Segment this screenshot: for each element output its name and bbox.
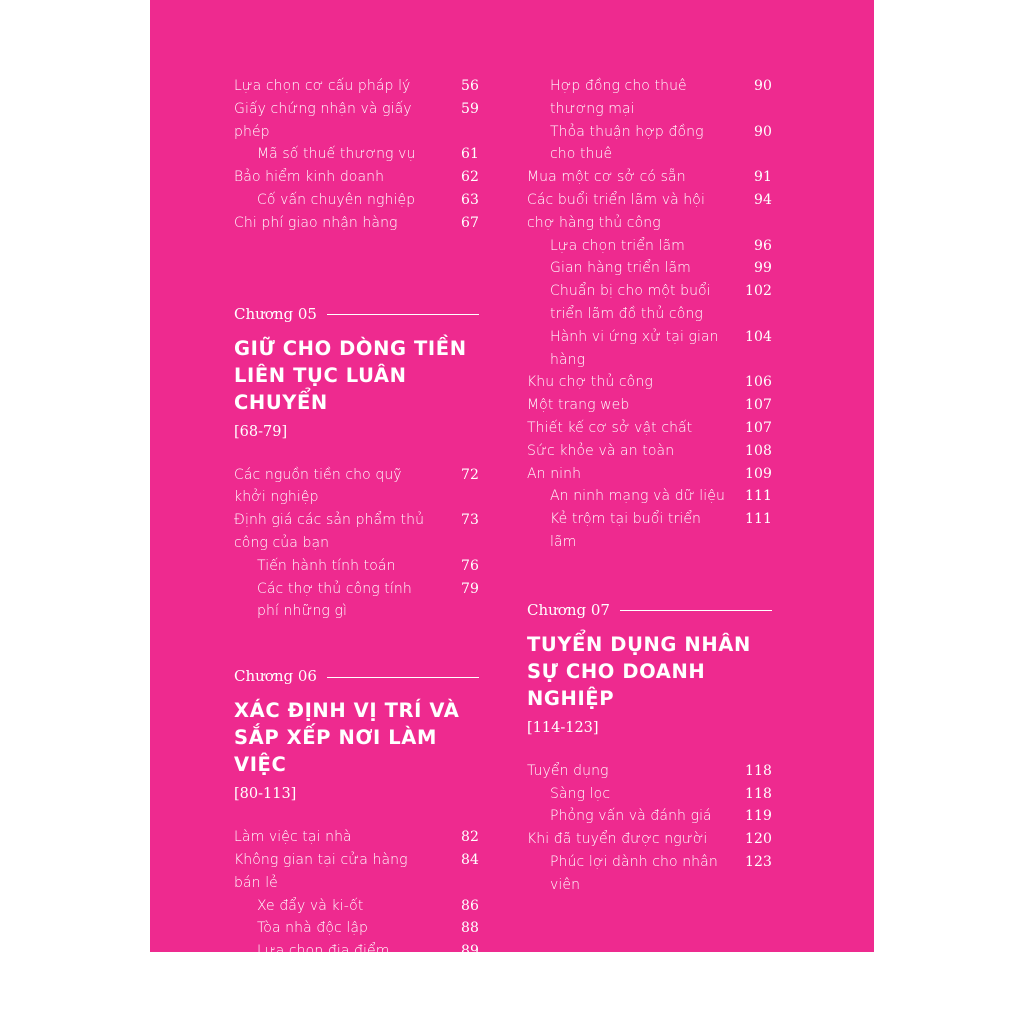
toc-entry-page: 111 [744, 511, 772, 528]
toc-entry [234, 826, 479, 849]
toc-entry-title: Phỏng vấn và đánh giá [550, 808, 712, 825]
toc-entry-page: 88 [460, 920, 479, 937]
chapter-divider [327, 677, 479, 678]
toc-entry-page: 120 [744, 831, 772, 848]
toc-entry [527, 760, 772, 783]
toc-entry [527, 805, 772, 828]
toc-entry [527, 417, 772, 440]
toc-entry-title: Thỏa thuận hợp đồng cho thuê [550, 123, 704, 163]
toc-entry [527, 394, 772, 417]
chapter-divider [620, 610, 772, 611]
toc-entry-title: An ninh [527, 465, 582, 482]
toc-entry-page: 94 [753, 191, 772, 208]
toc-entry-title: Kẻ trộm tại buổi triển lãm [550, 511, 702, 550]
toc-entry-page: 89 [460, 943, 479, 960]
toc-entry-page: 90 [753, 78, 772, 94]
chapter-divider [327, 314, 479, 315]
chapter-07-label: Chương 07 [527, 600, 610, 619]
toc-entry-title: Gian hàng triển lãm [550, 260, 691, 277]
toc-entry-page: 86 [460, 897, 479, 914]
toc-entry-page: 63 [460, 191, 479, 208]
toc-entry-title: Mã số thuế thương vụ [257, 146, 416, 163]
toc-entry-title: Thiết kế cơ sở vật chất [527, 419, 693, 436]
toc-entry [527, 257, 772, 280]
toc-entry [527, 75, 772, 121]
toc-entry-page: 108 [744, 442, 772, 459]
toc-entry [234, 555, 479, 578]
toc-entry-page: 82 [460, 829, 479, 846]
toc-group-top-right [527, 75, 772, 554]
toc-entry-page: 96 [753, 237, 772, 254]
toc-entry-page: 107 [744, 419, 772, 436]
toc-entry [527, 121, 772, 167]
toc-entry-title: Bảo hiểm kinh doanh [234, 169, 385, 186]
toc-entry [234, 143, 479, 166]
toc-entry [234, 98, 479, 144]
toc-entry-page: 111 [744, 488, 772, 505]
toc-entry-page: 102 [744, 283, 772, 300]
toc-entry-page: 61 [460, 146, 479, 163]
toc-entry-title: Tòa nhà độc lập [257, 920, 368, 937]
chapter-05-range: [68-79] [234, 423, 288, 440]
toc-entry [234, 940, 479, 963]
toc-entry [527, 235, 772, 258]
toc-entry-title: Phúc lợi dành cho nhân viên [550, 853, 718, 893]
toc-entry-title: Hành vi ứng xử tại gian hàng [550, 328, 719, 368]
toc-entry [527, 371, 772, 394]
toc-entry-title: Không gian tại cửa hàng bán lẻ [234, 851, 408, 891]
toc-entry-title: Tuyển dụng [527, 762, 609, 779]
toc-page [150, 0, 874, 960]
toc-right-column [527, 75, 772, 897]
toc-entry-page: 72 [460, 466, 479, 483]
toc-entry [527, 508, 772, 554]
toc-entry-page: 118 [744, 762, 772, 779]
toc-entry [234, 75, 479, 98]
chapter-07-title: TUYỂN DỤNG NHÂN SỰ CHO DOANH NGHIỆP [527, 632, 751, 710]
toc-entry-title: Hợp đồng cho thuê thương mại [550, 78, 687, 117]
toc-entry-title: Các buổi triển lãm và hội chợ hàng thủ công [527, 191, 705, 231]
toc-entry-title: Chuẩn bị cho một buổi triển lãm đồ thủ công [550, 283, 711, 322]
toc-entry-title: Tiến hành tính toán [257, 557, 396, 574]
toc-entry-page: 59 [460, 100, 479, 117]
toc-entry-page: 84 [460, 851, 479, 868]
toc-entry-title: Sàng lọc [550, 785, 611, 802]
toc-entry [234, 212, 479, 235]
toc-entry [234, 578, 479, 624]
toc-entry [527, 463, 772, 486]
toc-group-top-left [234, 75, 479, 235]
toc-entry [527, 440, 772, 463]
chapter-06-label: Chương 06 [234, 667, 317, 686]
chapter-05-label: Chương 05 [234, 304, 317, 323]
toc-entry-title: Các thợ thủ công tính phí những gì [257, 580, 412, 620]
toc-entry [527, 326, 772, 372]
toc-left-column [234, 75, 479, 963]
chapter-07-section [527, 601, 772, 897]
toc-entry-title: Lựa chọn cơ cấu pháp lý [234, 78, 411, 94]
toc-entry-page: 119 [744, 808, 772, 825]
toc-entry-title: Giấy chứng nhận và giấy phép [234, 100, 412, 140]
chapter-06-section [234, 667, 479, 963]
chapter-07-header [527, 601, 772, 619]
toc-entry [234, 849, 479, 895]
toc-entry [527, 166, 772, 189]
toc-entry-title: Sức khỏe và an toàn [527, 442, 675, 459]
toc-entry-page: 118 [744, 785, 772, 802]
toc-entry-page: 62 [460, 169, 479, 186]
toc-entry-page: 67 [460, 214, 479, 231]
toc-entry-title: Chi phí giao nhận hàng [234, 214, 398, 231]
toc-entry [527, 280, 772, 326]
toc-entry-title: Lựa chọn địa điểm [257, 943, 390, 960]
toc-entry-title: Định giá các sản phẩm thủ công của bạn [234, 512, 425, 551]
toc-entry-page: 106 [744, 374, 772, 391]
toc-entry-page: 99 [753, 260, 772, 277]
chapter-06-title: XÁC ĐỊNH VỊ TRÍ VÀ SẮP XẾP NƠI LÀM VIỆC [234, 699, 460, 777]
toc-entry-title: Xe đẩy và ki-ốt [257, 897, 364, 914]
chapter-06-header [234, 667, 479, 685]
toc-entry-page: 79 [460, 580, 479, 597]
toc-entry [527, 851, 772, 897]
toc-entry [527, 485, 772, 508]
toc-entry [234, 464, 479, 510]
toc-entry-title: An ninh mạng và dữ liệu [550, 488, 725, 505]
toc-entry [527, 783, 772, 806]
toc-entry-page: 73 [460, 512, 479, 529]
toc-entry [527, 189, 772, 235]
toc-entry-title: Khu chợ thủ công [527, 374, 653, 391]
toc-entry [234, 166, 479, 189]
toc-entry-title: Cố vấn chuyên nghiệp [257, 191, 416, 208]
toc-entry [234, 189, 479, 212]
toc-entry-title: Các nguồn tiền cho quỹ khởi nghiệp [234, 466, 402, 506]
toc-entry [527, 828, 772, 851]
toc-entry-page: 107 [744, 397, 772, 414]
toc-entry-page: 90 [753, 123, 772, 140]
toc-entry-page: 123 [744, 853, 772, 870]
toc-entry-page: 56 [460, 78, 479, 94]
chapter-07-range: [114-123] [527, 719, 599, 736]
toc-entry-page: 104 [744, 328, 772, 345]
toc-entry-title: Lựa chọn triển lãm [550, 237, 685, 254]
toc-entry-title: Một trang web [527, 397, 630, 414]
chapter-06-range: [80-113] [234, 786, 297, 803]
toc-entry-title: Mua một cơ sở có sẵn [527, 169, 686, 186]
toc-entry [234, 917, 479, 940]
chapter-05-title: GIỮ CHO DÒNG TIỀN LIÊN TỤC LUÂN CHUYỂN [234, 336, 467, 414]
chapter-05-section [234, 305, 479, 624]
toc-entry-page: 76 [460, 557, 479, 574]
toc-entry [234, 895, 479, 918]
toc-entry-page: 91 [753, 169, 772, 186]
chapter-05-header [234, 305, 479, 323]
toc-entry-page: 109 [744, 465, 772, 482]
toc-entry [234, 509, 479, 555]
toc-entry-title: Làm việc tại nhà [234, 829, 352, 846]
toc-entry-title: Khi đã tuyển được người [527, 831, 708, 848]
